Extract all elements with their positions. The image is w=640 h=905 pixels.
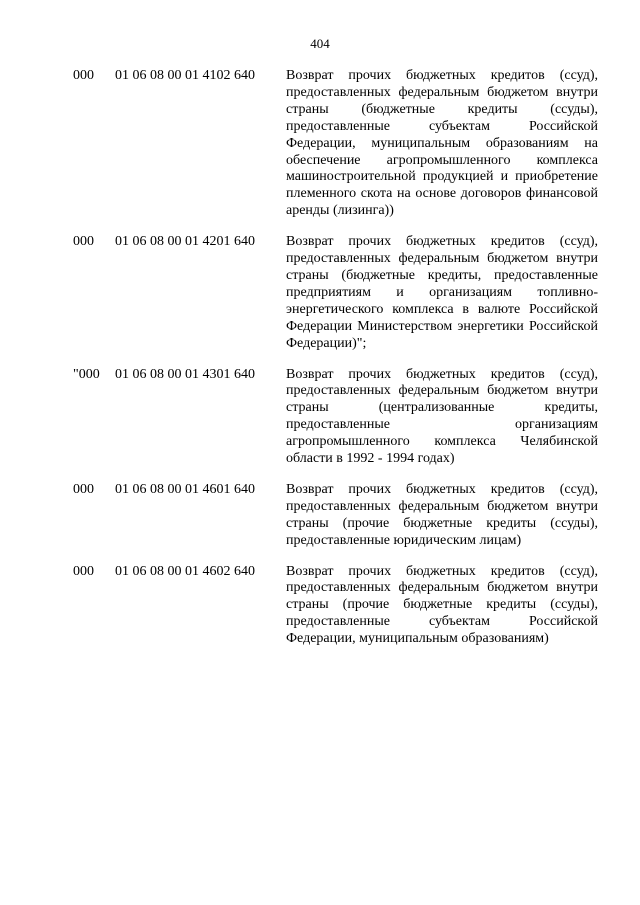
code-description: Возврат прочих бюджетных кредитов (ссуд), предоставленных федеральным бюджетом внутри страны (централизованные кредиты, предоставленные организациям агропромышленного комплекса Челябинской области в 1992 - 1994 годах) [286,366,598,467]
code-description: Возврат прочих бюджетных кредитов (ссуд), предоставленных федеральным бюджетом внутри страны (бюджетные кредиты (ссуды), предоставленные субъектам Российской Федерации, муниципальным образованиям на обеспечение агропромышленного комплекса машиностроительной продукцией и приобретение племенного скота на основе договоров финансовой аренды (лизинга)) [286,68,598,219]
admin-code: 000 [73,563,94,579]
budget-classification-code: 01 06 08 00 01 4601 640 [115,481,255,497]
code-description: Возврат прочих бюджетных кредитов (ссуд), предоставленных федеральным бюджетом внутри страны (прочие бюджетные кредиты (ссуды), предоставленные юридическим лицам) [286,481,598,548]
page-number: 404 [310,36,330,51]
budget-classification-code: 01 06 08 00 01 4102 640 [115,68,255,83]
budget-classification-code: 01 06 08 00 01 4301 640 [115,366,255,382]
admin-code: 000 [73,68,94,83]
admin-code: 000 [73,481,94,497]
admin-code: "000 [73,366,100,382]
table-row [0,482,640,550]
table-row [0,234,640,352]
budget-classification-code: 01 06 08 00 01 4602 640 [115,563,255,579]
table-row [0,564,640,649]
admin-code: 000 [73,234,94,250]
classification-table [0,68,640,662]
code-description: Возврат прочих бюджетных кредитов (ссуд), предоставленных федеральным бюджетом внутри страны (прочие бюджетные кредиты (ссуды), предоставленные субъектам Российской Федерации, муниципальным образованиям) [286,563,598,647]
code-description: Возврат прочих бюджетных кредитов (ссуд), предоставленных федеральным бюджетом внутри страны (бюджетные кредиты, предоставленные предприятиям и организациям топливно-энергетического комплекса в валюте Российской Федерации Министерством энергетики Российской Федерации)"; [286,234,598,351]
table-row [0,68,640,220]
table-row [0,367,640,468]
budget-classification-code: 01 06 08 00 01 4201 640 [115,234,255,250]
